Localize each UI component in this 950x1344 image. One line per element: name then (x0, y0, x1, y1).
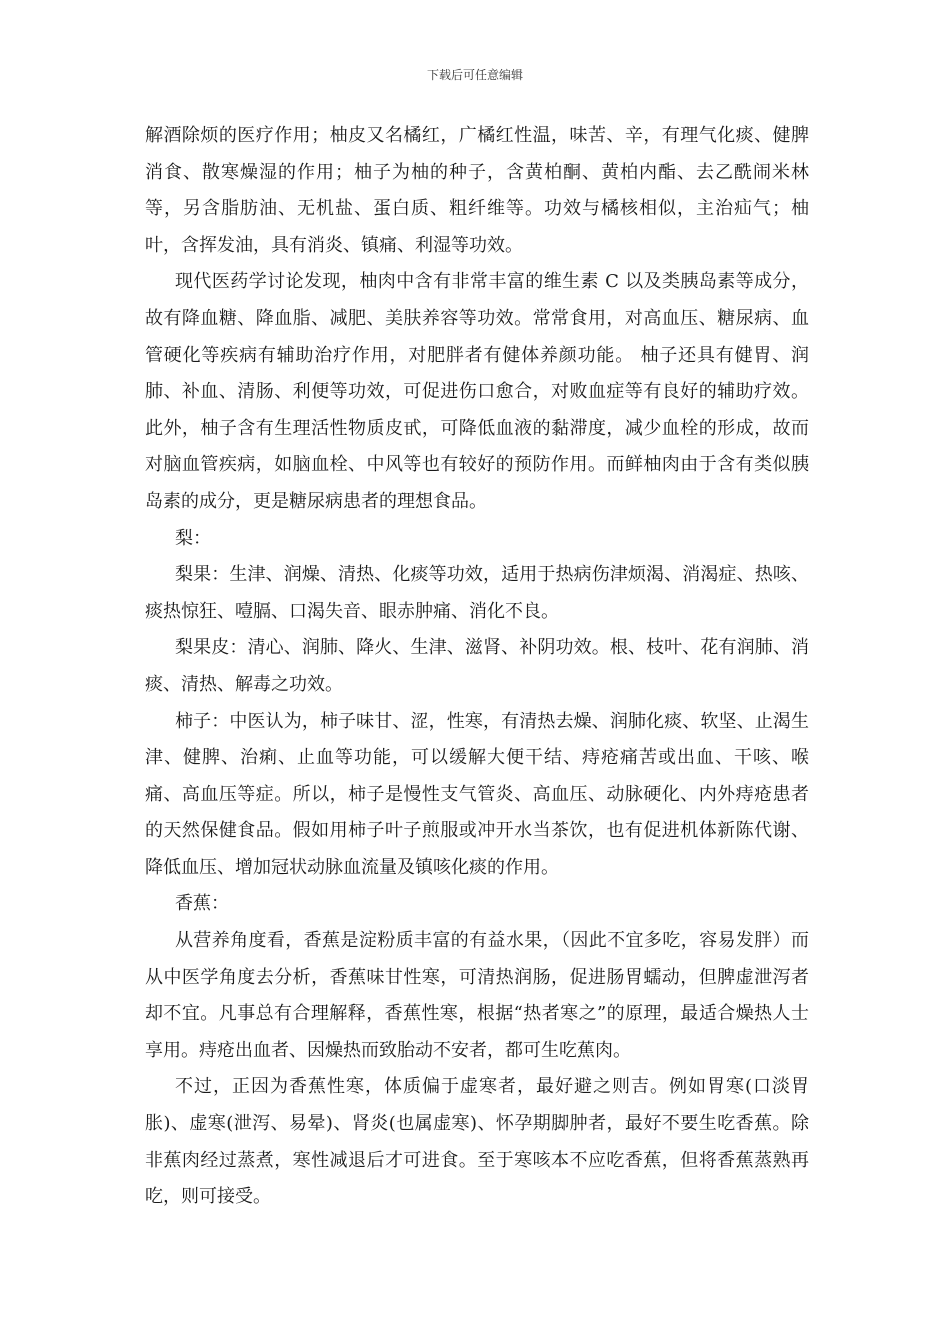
paragraph-pear-peel: 梨果皮：清心、润肺、降火、生津、滋肾、补阴功效。根、枝叶、花有润肺、消痰、清热、解毒之功效。 (145, 637, 809, 695)
paragraph-banana-caution: 不过，正因为香蕉性寒，体质偏于虚寒者，最好避之则吉。例如胃寒(口淡胃胀)、虚寒(泄泻、易晕)、肾炎(也属虚寒)、怀孕期脚肿者，最好不要生吃香蕉。除非蕉肉经过蒸煮，寒性减退后才可进食。至于寒咳本不应吃香蕉，但将香蕉蒸熟再吃，则可接受。 (145, 1076, 809, 1208)
heading-banana: 香蕉： (175, 893, 229, 915)
heading-pear: 梨： (175, 527, 211, 549)
page-header: 下载后可任意编辑 (426, 68, 523, 82)
paragraph-banana-nutrition: 从营养角度看，香蕉是淀粉质丰富的有益水果，（因此不宜多吃，容易发胖）而从中医学角度去分析，香蕉味甘性寒，可清热润肠，促进肠胃蠕动，但脾虚泄泻者却不宜。凡事总有合理解释，香蕉性寒，根据“热者寒之”的原理，最适合燥热人士享用。痔疮出血者、因燥热而致胎动不安者，都可生吃蕉肉。 (145, 930, 809, 1061)
paragraph-pomelo-research: 现代医药学讨论发现，柚肉中含有非常丰富的维生素 C 以及类胰岛素等成分，故有降血糖、降血脂、减肥、美肤养容等功效。常常食用，对高血压、糖尿病、血管硬化等疾病有辅助治疗作用，对肥胖者有健体养颜功能。 柚子还具有健胃、润肺、补血、清肠、利便等功效，可促进伤口愈合，对败血症等有良好的辅助疗效。此外，柚子含有生理活性物质皮甙，可降低血液的黏滞度，减少血栓的形成，故而对脑血管疾病，如脑血栓、中风等也有较好的预防作用。而鲜柚肉由于含有类似胰岛素的成分，更是糖尿病患者的理想食品。 (145, 271, 809, 512)
paragraph-pear-fruit: 梨果：生津、润燥、清热、化痰等功效，适用于热病伤津烦渴、消渴症、热咳、痰热惊狂、噎膈、口渴失音、眼赤肿痛、消化不良。 (145, 564, 809, 622)
paragraph-persimmon: 柿子：中医认为，柿子味甘、涩，性寒，有清热去燥、润肺化痰、软坚、止渴生津、健脾、治痢、止血等功能，可以缓解大便干结、痔疮痛苦或出血、干咳、喉痛、高血压等症。所以，柿子是慢性支气管炎、高血压、动脉硬化、内外痔疮患者的天然保健食品。假如用柿子叶子煎服或冲开水当茶饮，也有促进机体新陈代谢、降低血压、增加冠状动脉血流量及镇咳化痰的作用。 (145, 710, 809, 878)
paragraph-pomelo-effects: 解酒除烦的医疗作用；柚皮又名橘红，广橘红性温，味苦、辛，有理气化痰、健脾消食、散寒燥湿的作用；柚子为柚的种子，含黄柏酮、黄柏内酯、去乙酰闹米林等，另含脂肪油、无机盐、蛋白质、粗纤维等。功效与橘核相似，主治疝气；柚叶，含挥发油，具有消炎、镇痛、利湿等功效。 (145, 125, 809, 256)
document-body (145, 118, 809, 1216)
